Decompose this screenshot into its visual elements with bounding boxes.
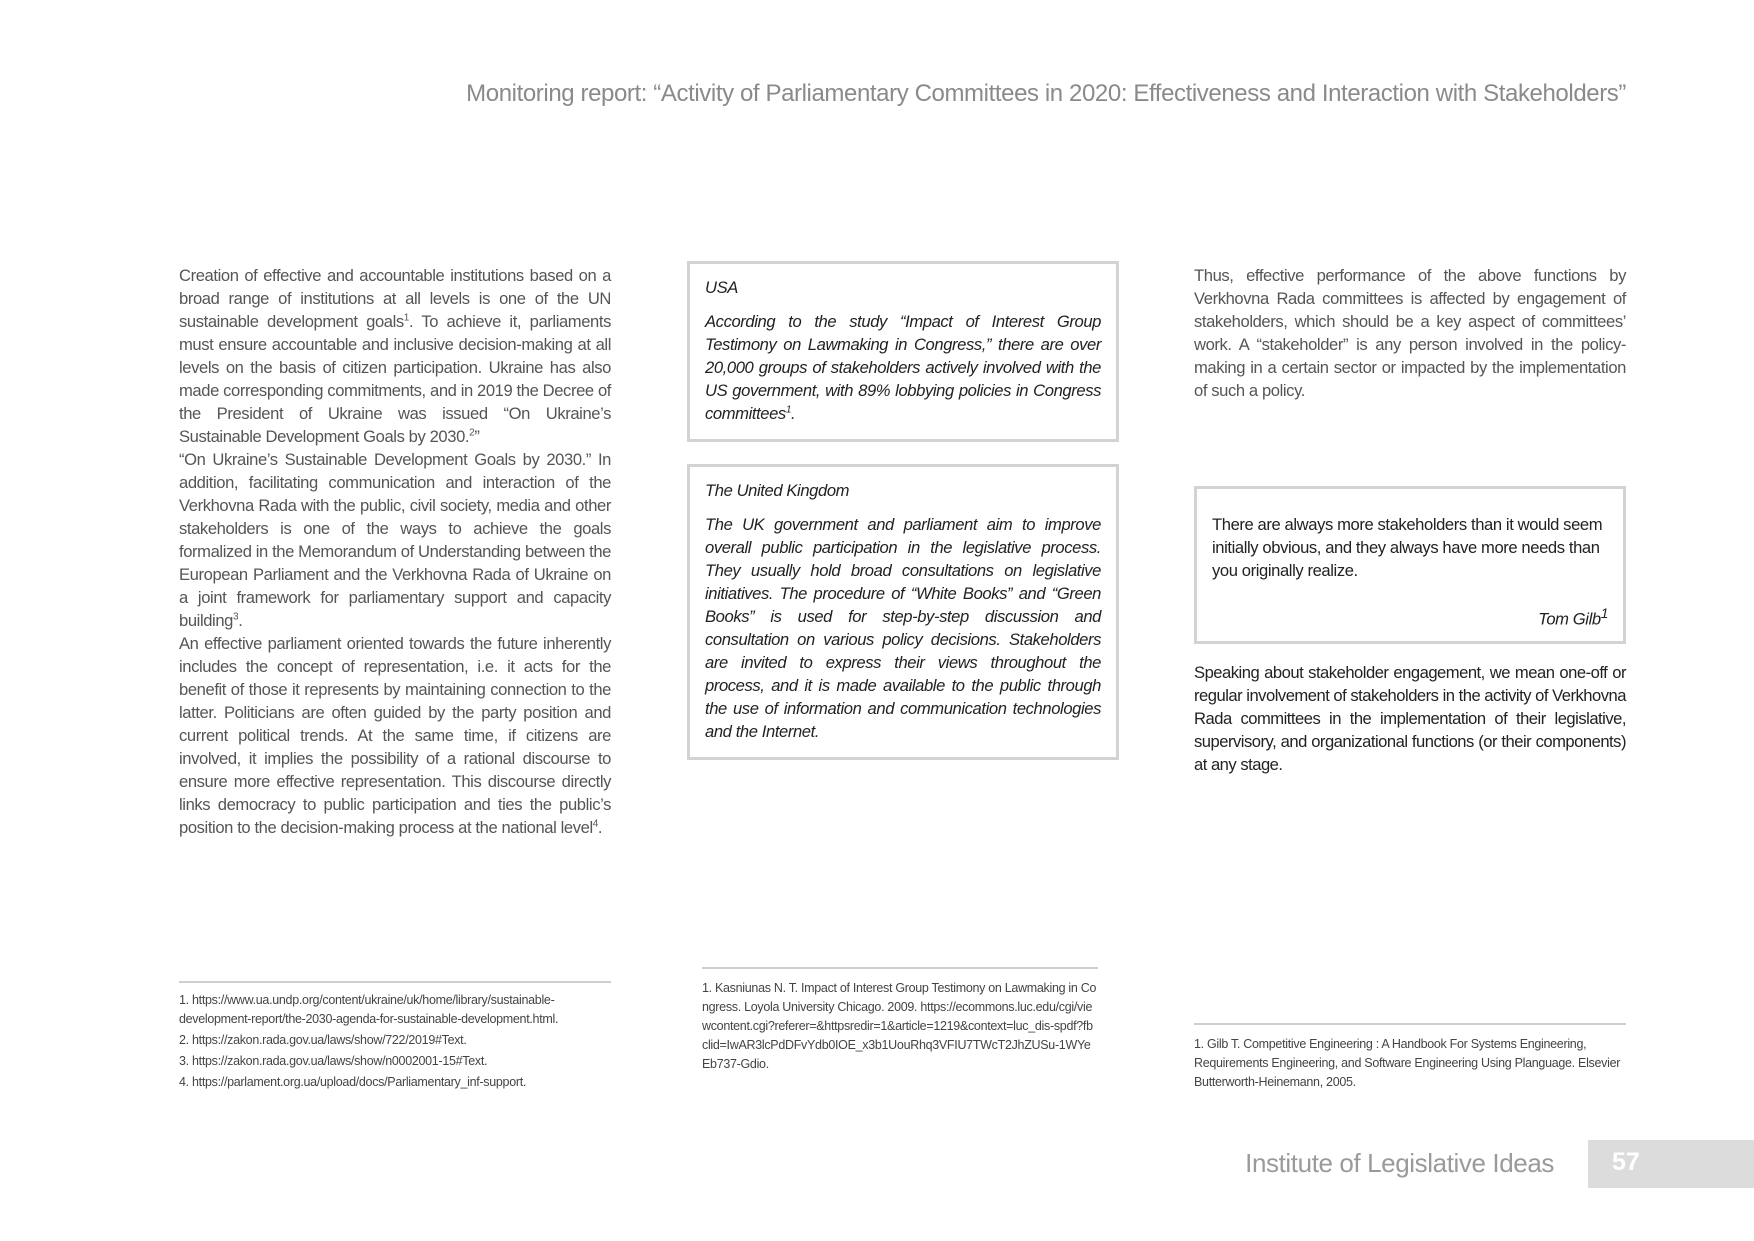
box-text-usa: According to the study “Impact of Interest Group Testimony on Lawmaking in Congress,” there are over 20,000 groups of stakeholders actively involved with the US government, with 89% lobbying policies in Congress committees$^1$. [705, 312, 1101, 423]
paragraph-representation: An effective parliament oriented towards the future inherently includes the concept of representation, i.e. it acts for the benefit of those it represents by maintaining connection to the latter. Politicians are often guided by the party position and current political trends. At the same time, if citizens are involved, it implies the possibility of a rational discourse to ensure more effective representation. This discourse directly links democracy to public participation and ties the public’s position to the decision-making process at the national level$^4$. [179, 634, 611, 837]
box-title-usa: USA [705, 278, 738, 297]
footnote-item: 4. https://parlament.org.ua/upload/docs/Parliamentary_inf-support. [179, 1075, 527, 1089]
box-title-uk: The United Kingdom [705, 481, 850, 500]
footnote-item: 2. https://zakon.rada.gov.ua/laws/show/722/2019#Text. [179, 1033, 467, 1047]
footnotes-column3 [1194, 1023, 1626, 1094]
uk-case-box [687, 464, 1119, 760]
footnote-item: 1. Kasniunas N. T. Impact of Interest Group Testimony on Lawmaking in Congress. Loyola University Chicago. 2009. https://ecommons.luc.edu/cgi/viewcontent.cgi?referer=&httpsredir=1&article=1219&context=luc_dis-spdf?fbclid=IwAR3lcPdDFvYdb0IOE_x3b1UouRhq3VFIU7TWcT2JhZUSu-1WYe Eb737-Gdio. [702, 981, 1097, 1071]
main-text-column [179, 264, 611, 839]
box-text-uk: The UK government and parliament aim to improve overall public participation in the legislative process. They usually hold broad consultations on legislative initiatives. The procedure of “White Books” and “Green Books” is used for step-by-step discussion and consultation on various policy decisions. Stakeholders are invited to express their views throughout the process, and it is made available to the public through the use of information and communication technologies and the Internet. [705, 515, 1101, 741]
stakeholder-column [1194, 264, 1626, 776]
footnote-ref: 2 [469, 427, 475, 439]
footnote-item: 1. https://www.ua.undp.org/content/ukraine/uk/home/library/sustainable- development-report/the-2030-agenda-for-sustainable-development.html. [179, 993, 559, 1026]
footnote-ref: 1 [785, 404, 792, 416]
case-study-column [687, 264, 1119, 760]
page-number-box [1588, 1140, 1754, 1188]
footer-institute-name: Institute of Legislative Ideas [1245, 1148, 1554, 1178]
page-header-title: Monitoring report: “Activity of Parliamentary Committees in 2020: Effectiveness and Interaction with Stakeholders” [466, 80, 1626, 107]
quote-author: Tom Gilb$^1$ [1538, 605, 1608, 629]
usa-case-box [687, 261, 1119, 442]
footnote-ref: 4 [592, 818, 598, 830]
footnote-item: 3. https://zakon.rada.gov.ua/laws/show/n0002001-15#Text. [179, 1054, 488, 1068]
page-number: 57 [1612, 1148, 1640, 1176]
footnote-item: 1. Gilb T. Competitive Engineering : A Handbook For Systems Engineering, Requirements Engineering, and Software Engineering Using Planguage. Elsevier Butterworth-Heinemann, 2005. [1194, 1037, 1621, 1089]
quote-box [1194, 486, 1626, 644]
paragraph-stakeholder-definition: Thus, effective performance of the above functions by Verkhovna Rada committees is affected by engagement of stakeholders, which should be a key aspect of committees’ work. A “stakeholder” is any person involved in the policy-making in a certain sector or impacted by the implementation of such a policy. [1194, 266, 1626, 400]
footnote-ref: 1 [403, 312, 409, 324]
footnotes-column2 [702, 967, 1098, 1076]
paragraph-sdg: Creation of effective and accountable institutions based on a broad range of institutions at all levels is one of the UN sustainable development goals$^1$. To achieve it, parliaments must ensure accountable and inclusive decision-making at all levels on the basis of citizen participation. Ukraine has also made corresponding commitments, and in 2019 the Decree of the President of Ukraine was issued “On Ukraine’s Sustainable Development Goals by 2030.$^2$” [179, 266, 611, 446]
paragraph-engagement: Speaking about stakeholder engagement, we mean one-off or regular involvement of stakeholders in the activity of Verkhovna Rada committees in the implementation of their legislative, supervisory, and organizational functions (or their components) at any stage. [1194, 662, 1626, 774]
paragraph-memorandum: “On Ukraine’s Sustainable Development Goals by 2030.” In addition, facilitating communication and interaction of the Verkhovna Rada with the public, civil society, media and other stakeholders is one of the ways to achieve the goals formalized in the Memorandum of Understanding between the European Parliament and the Verkhovna Rada of Ukraine on a joint framework for parliamentary support and capacity building$^3$. [179, 450, 611, 630]
footnotes-column1 [179, 981, 611, 1094]
footnote-ref: 3 [233, 611, 239, 623]
quote-text: There are always more stakeholders than it would seem initially obvious, and they always have more needs than you originally realize. [1212, 515, 1603, 580]
footnote-ref: 1 [1600, 605, 1608, 621]
